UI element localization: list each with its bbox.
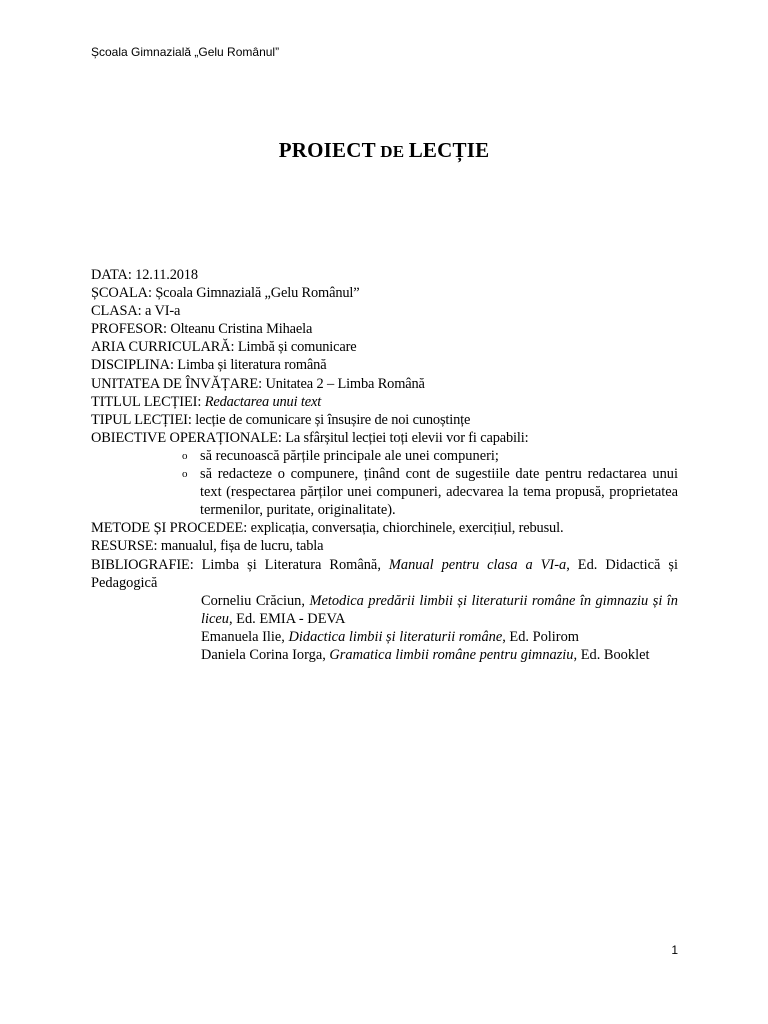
field-lesson-type <box>91 411 678 429</box>
title-word-de: DE <box>375 142 409 161</box>
field-label: TIPUL LECȚIEI: <box>91 411 192 428</box>
title-word-proiect: PROIECT <box>278 138 376 162</box>
reference-title: Didactica limbii și literaturii române <box>288 628 503 645</box>
page-number: 1 <box>671 943 678 957</box>
reference-publisher: , Ed. Didactică și Pedagogică <box>91 556 679 591</box>
header-school-name: Școala Gimnazială „Gelu Românul” <box>91 45 280 59</box>
document-title <box>0 138 768 163</box>
reference-author: Limba și Literatura Română, <box>193 556 389 573</box>
field-value: a VI-a <box>141 303 181 320</box>
reference-author: Daniela Corina Iorga, <box>201 646 330 663</box>
title-word-lectie: LECȚIE <box>408 138 490 162</box>
field-value: lecție de comunicare și însușire de noi cunoștințe <box>191 411 471 428</box>
field-methods <box>91 519 678 537</box>
field-label: DATA: <box>91 267 132 283</box>
field-learning-unit <box>91 375 678 393</box>
field-date <box>91 266 678 284</box>
field-value: Redactarea unui text <box>201 393 322 410</box>
field-label: PROFESOR: <box>91 321 167 338</box>
reference-publisher: , Ed. EMIA - DEVA <box>228 610 346 627</box>
bullet-marker: o <box>182 468 188 481</box>
bibliography-entry-3 <box>91 628 678 646</box>
objective-text: să redacteze o compunere, ținând cont de sugestiile date pentru redactarea unui text (respectarea părților unei compuneri, adecvarea la tema propusă, proprietatea termenilor, puritate, originalitate). <box>200 466 678 519</box>
field-subject <box>91 356 678 374</box>
reference-author: Emanuela Ilie, <box>201 628 289 645</box>
field-label: TITLUL LECȚIEI: <box>91 393 202 410</box>
field-curricular-area <box>91 338 678 356</box>
field-label: METODE ȘI PROCEDEE: <box>91 520 248 537</box>
field-lesson-title <box>91 393 678 411</box>
field-label: CLASA: <box>91 303 142 320</box>
reference-publisher: , Ed. Polirom <box>502 628 579 645</box>
field-value: Limbă și comunicare <box>234 339 357 356</box>
bibliography-entry-2 <box>91 592 678 628</box>
list-item <box>91 465 678 519</box>
reference-title: Metodica predării limbii și literaturii române în gimnaziu și în liceu <box>201 592 678 627</box>
bibliography-entry-4 <box>91 646 678 664</box>
reference-author: Corneliu Crăciun, <box>201 592 310 609</box>
reference-title: Gramatica limbii române pentru gimnaziu <box>329 646 574 663</box>
reference-publisher: , Ed. Booklet <box>573 646 650 663</box>
field-value: 12.11.2018 <box>131 267 198 283</box>
field-value: manualul, fișa de lucru, tabla <box>157 538 324 555</box>
field-label: BIBLIOGRAFIE: <box>91 556 194 573</box>
field-label: UNITATEA DE ÎNVĂȚARE: <box>91 375 263 392</box>
field-value: Școala Gimnazială „Gelu Românul” <box>151 285 360 302</box>
document-body <box>91 266 678 664</box>
field-value: Limba și literatura română <box>173 357 327 374</box>
field-teacher <box>91 320 678 338</box>
field-value: Unitatea 2 – Limba Română <box>262 375 425 392</box>
bullet-marker: o <box>182 449 188 462</box>
field-class <box>91 302 678 320</box>
field-label: OBIECTIVE OPERAȚIONALE: <box>91 429 282 446</box>
field-label: DISCIPLINA: <box>91 357 174 374</box>
field-value: Olteanu Cristina Mihaela <box>166 321 313 338</box>
objective-text: să recunoască părțile principale ale unei compuneri; <box>200 447 499 464</box>
field-resources <box>91 537 678 555</box>
bibliography-entry-1 <box>91 556 678 592</box>
reference-title: Manual pentru clasa a VI-a <box>388 556 567 573</box>
field-value: La sfârșitul lecției toți elevii vor fi capabili: <box>281 429 529 446</box>
field-objectives <box>91 429 678 447</box>
field-school <box>91 284 678 302</box>
field-label: ȘCOALA: <box>91 285 152 302</box>
document-header <box>91 45 279 59</box>
field-value: explicația, conversația, chiorchinele, exercițiul, rebusul. <box>247 520 564 537</box>
objectives-list <box>91 447 678 519</box>
field-label: ARIA CURRICULARĂ: <box>91 339 235 356</box>
field-label: RESURSE: <box>91 538 158 555</box>
list-item <box>91 447 678 465</box>
